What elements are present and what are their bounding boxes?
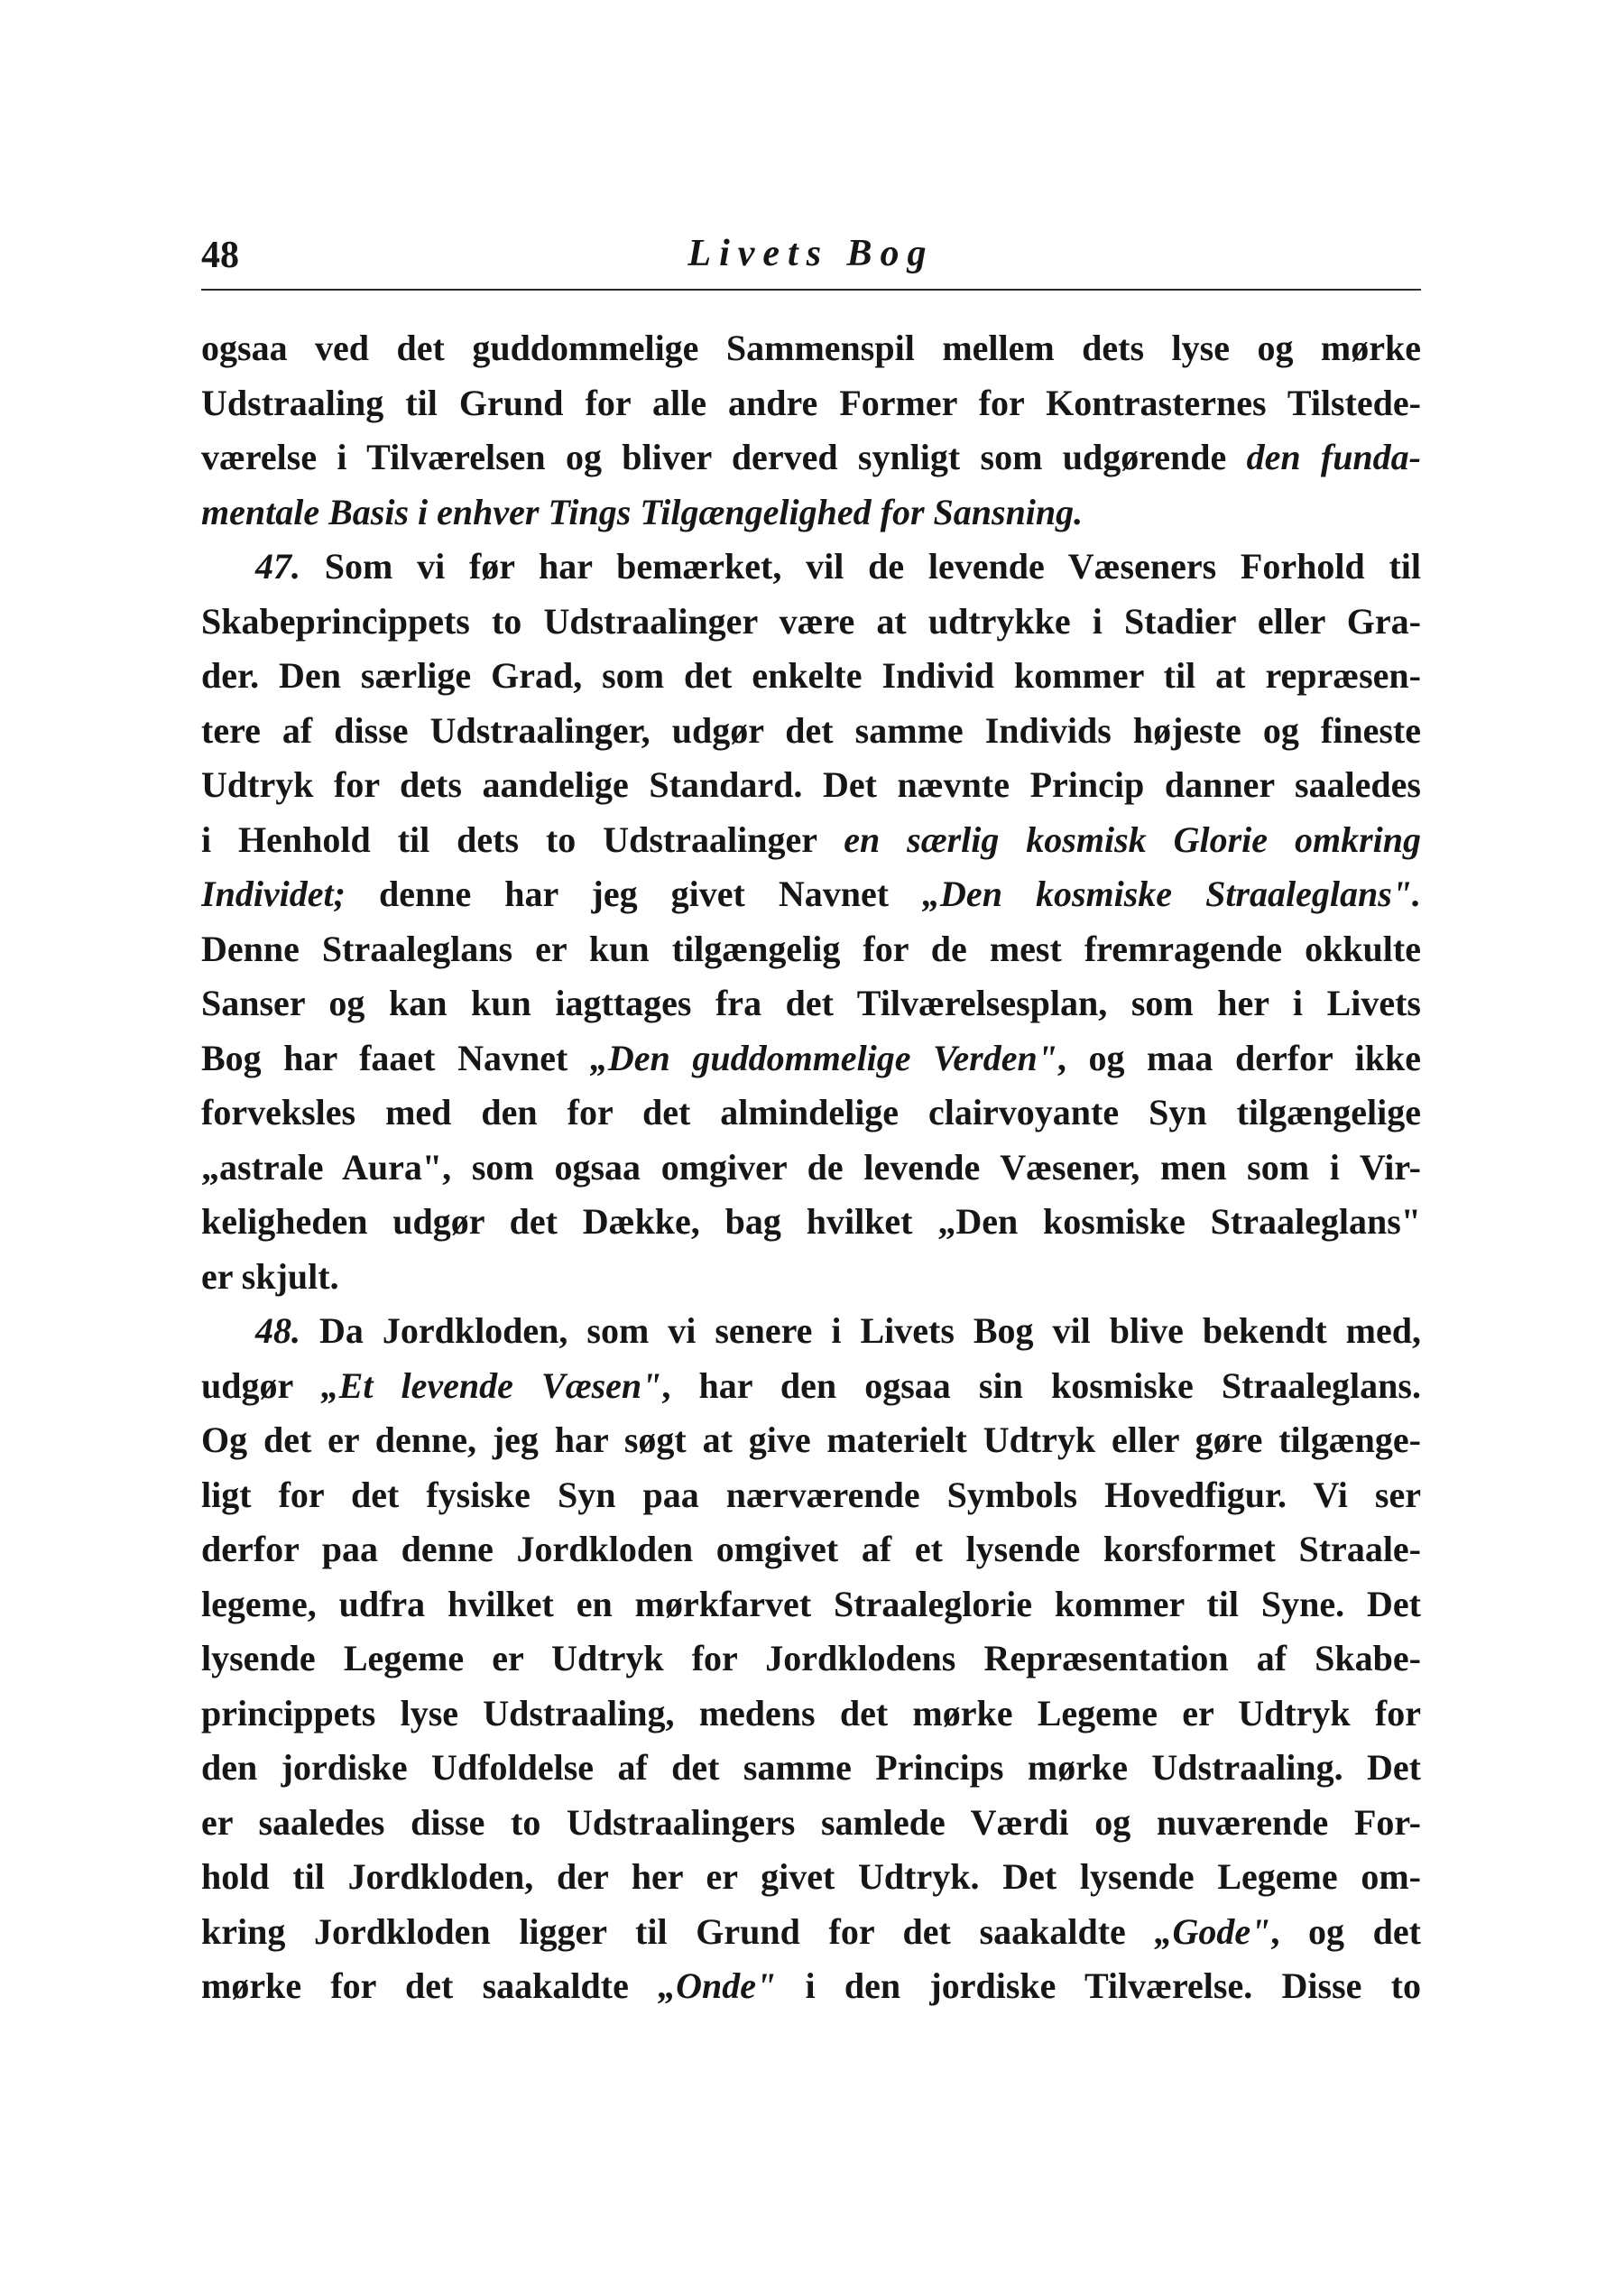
italic-text: den funda- [1246,437,1421,477]
text-line [201,1796,1421,1851]
text-segment: ligt for det fysiske Syn paa nærværende Symbols Hovedfigur. Vi ser [201,1474,1421,1515]
text-segment: , og det [1270,1910,1421,1952]
text-line [201,1304,1421,1359]
text-line [201,1905,1421,1960]
text-line [201,1577,1421,1632]
italic-text: „Onde" [658,1965,777,2006]
text-segment: udgør [201,1364,321,1406]
text-line [201,704,1421,759]
text-line [201,1522,1421,1577]
italic-text: mentale Basis i enhver Tings Tilgængelighed for Sansning. [201,491,1084,532]
text-line [201,758,1421,813]
text-segment: Og det er denne, jeg har søgt at give materielt Udtryk eller gøre tilgænge- [201,1419,1421,1460]
text-segment: tere af disse Udstraalinger, udgør det samme Individs højeste og fineste [201,709,1421,751]
text-segment: er skjult. [201,1255,339,1297]
italic-text: Individet; [201,874,346,914]
text-segment: lysende Legeme er Udtryk for Jordklodens Repræsentation af Skabe- [201,1638,1421,1678]
text-segment: i Henhold til dets to Udstraalinger [201,818,844,860]
italic-text: „Den guddommelige Verden" [589,1037,1057,1078]
text-line [201,1632,1421,1687]
text-line [201,1250,1421,1305]
italic-text: „Gode" [1154,1910,1271,1952]
text-segment: Udstraaling til Grund for alle andre Former for Kontrasternes Tilstede- [201,382,1421,423]
page-header [201,227,1421,291]
text-line [201,430,1421,485]
text-segment: princippets lyse Udstraaling, medens det mørke Legeme er Udtryk for [201,1692,1421,1734]
text-line [201,1141,1421,1196]
text-segment: den jordiske Udfoldelse af det samme Princips mørke Udstraaling. Det [201,1747,1421,1788]
text-segment: legeme, udfra hvilket en mørkfarvet Straaleglorie kommer til Syne. Det [201,1583,1421,1624]
text-line [201,1195,1421,1250]
text-segment: kring Jordkloden ligger til Grund for det saakaldte [201,1910,1155,1952]
italic-text: „Den kosmiske Straaleglans". [922,874,1421,914]
text-line [201,1086,1421,1141]
text-segment: forveksles med den for det almindelige clairvoyante Syn tilgængelige [201,1092,1421,1133]
text-line [201,376,1421,431]
text-line [201,1741,1421,1796]
text-line [201,922,1421,977]
text-segment: denne har jeg givet Navnet [345,874,923,914]
italic-text: 48. [255,1310,300,1351]
text-segment: værelse i Tilværelsen og bliver derved synligt som udgørende [201,437,1247,477]
text-segment: Udtryk for dets aandelige Standard. Det nævnte Princip danner saaledes [201,764,1421,805]
text-segment: i den jordiske Tilværelse. Disse to [776,1965,1421,2006]
text-line [201,1413,1421,1468]
text-segment: hold til Jordkloden, der her er givet Udtryk. Det lysende Legeme om- [201,1856,1421,1897]
text-line [201,1031,1421,1086]
text-segment: Bog har faaet Navnet [201,1037,590,1078]
text-line [201,649,1421,704]
running-title: Livets Bog [687,233,935,274]
text-line [201,1850,1421,1905]
text-line [201,1468,1421,1523]
text-line [201,813,1421,868]
text-line [201,540,1421,595]
text-segment: ogsaa ved det guddommelige Sammenspil mellem dets lyse og mørke [201,328,1421,368]
text-line [201,321,1421,376]
text-segment: , har den ogsaa sin kosmiske Straaleglans. [661,1364,1421,1406]
text-line [201,1687,1421,1742]
italic-text: „Et levende Væsen" [320,1364,662,1406]
text-segment: der. Den særlige Grad, som det enkelte Individ kommer til at repræsen- [201,655,1421,696]
text-segment: , og maa derfor ikke [1057,1037,1421,1078]
text-line [201,1959,1421,2014]
text-line [201,485,1421,541]
text-segment: Sanser og kan kun iagttages fra det Tilværelsesplan, som her i Livets [201,983,1421,1023]
text-segment: Da Jordkloden, som vi senere i Livets Bog vil blive bekendt med, [300,1310,1421,1351]
text-line [201,595,1421,650]
text-segment: derfor paa denne Jordkloden omgivet af et lysende korsformet Straale- [201,1529,1421,1569]
text-line [201,976,1421,1031]
page-number: 48 [201,235,239,276]
italic-text: 47. [255,546,300,587]
text-line [201,867,1421,922]
text-segment: Denne Straaleglans er kun tilgængelig for de mest fremragende okkulte [201,928,1421,969]
text-segment: mørke for det saakaldte [201,1965,659,2006]
text-segment: „astrale Aura", som ogsaa omgiver de levende Væsener, men som i Vir- [201,1146,1421,1188]
body-text [201,321,1421,2014]
italic-text: en særlig kosmisk Glorie omkring [844,818,1421,860]
text-segment: Skabeprincippets to Udstraalinger være at udtrykke i Stadier eller Gra- [201,600,1421,642]
text-segment: Som vi før har bemærket, vil de levende Væseners Forhold til [300,546,1421,587]
text-line [201,1359,1421,1414]
text-segment: keligheden udgør det Dække, bag hvilket „Den kosmiske Straaleglans" [201,1201,1421,1242]
text-segment: er saaledes disse to Udstraalingers samlede Værdi og nuværende For- [201,1801,1421,1843]
